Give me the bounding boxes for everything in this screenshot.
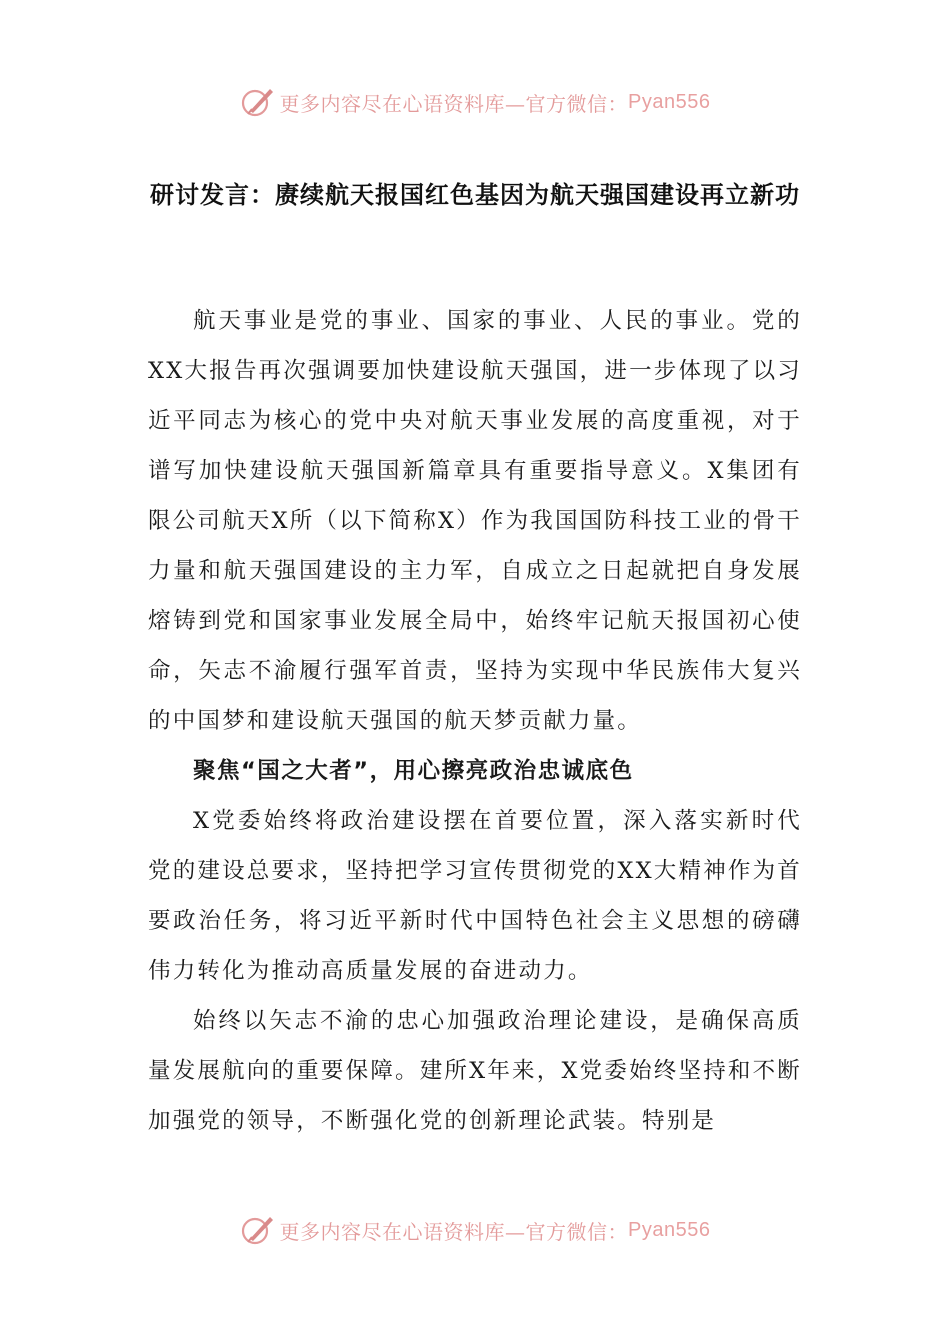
document-title: 研讨发言：赓续航天报国红色基因为航天强国建设再立新功 [150, 181, 800, 209]
body-paragraph: X党委始终将政治建设摆在首要位置，深入落实新时代党的建设总要求，坚持把学习宣传贯彻党的XX大精神作为首要政治任务，将习近平新时代中国特色社会主义思想的磅礴伟力转化为推动高质量发展的奋进动力。 [148, 808, 802, 984]
document-body [148, 296, 802, 1146]
body-paragraph: 航天事业是党的事业、国家的事业、人民的事业。党的XX大报告再次强调要加快建设航天强国，进一步体现了以习近平同志为核心的党中央对航天事业发展的高度重视，对于谱写加快建设航天强国新篇章具有重要指导意义。X集团有限公司航天X所（以下简称X）作为我国国防科技工业的骨干力量和航天强国建设的主力军，自成立之日起就把自身发展熔铸到党和国家事业发展全局中，始终牢记航天报国初心使命，矢志不渝履行强军首责，坚持为实现中华民族伟大复兴的中国梦和建设航天强国的航天梦贡献力量。 [148, 308, 802, 734]
watermark-wechat-id: Pyan556 [628, 90, 711, 113]
quill-logo-icon [240, 1212, 276, 1248]
watermark-banner-bottom [0, 1208, 950, 1252]
watermark-banner-top [0, 80, 950, 124]
watermark-wechat-id: Pyan556 [628, 1218, 711, 1241]
body-paragraph: 始终以矢志不渝的忠心加强政治理论建设，是确保高质量发展航向的重要保障。建所X年来，X党委始终坚持和不断加强党的领导，不断强化党的创新理论武装。特别是 [148, 1008, 802, 1134]
quill-logo-icon [240, 84, 276, 120]
section-heading: 聚焦“国之大者”，用心擦亮政治忠诚底色 [193, 758, 634, 784]
watermark-text: 更多内容尽在心语资料库—官方微信： [279, 1219, 629, 1244]
watermark-text: 更多内容尽在心语资料库—官方微信： [279, 91, 629, 116]
